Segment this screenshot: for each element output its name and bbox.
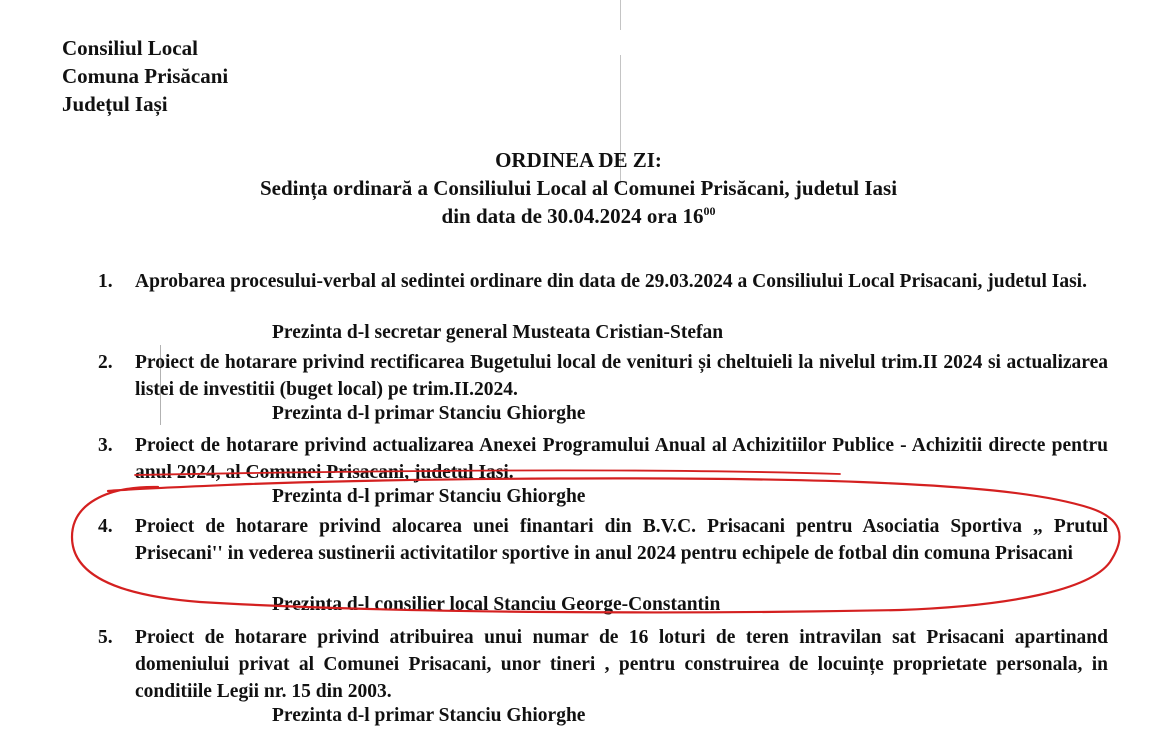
header-council: Consiliul Local (62, 36, 198, 60)
agenda-item-text: Proiect de hotarare privind rectificarea Bugetului local de venituri și cheltuieli la nivelul trim.II 2024 si actualizarea listei de investitii (buget local) pe trim.II.2024. (135, 352, 1108, 400)
strike-through-annotation (135, 470, 840, 475)
meeting-date-text: din data de 30.04.2024 ora 16 (441, 204, 704, 228)
agenda-item-presenter: Prezinta d-l primar Stanciu Ghiorghe (272, 705, 586, 726)
header-county: Județul Iași (62, 92, 168, 116)
agenda-item-presenter: Prezinta d-l primar Stanciu Ghiorghe (272, 403, 586, 424)
agenda-item-text: Proiect de hotarare privind actualizarea Anexei Programului Anual al Achizitiilor Publice - Achizitii directe pentru anul 2024, al Comunei Prisacani, judetul Iasi. (135, 435, 1108, 483)
agenda-item-presenter: Prezinta d-l primar Stanciu Ghiorghe (272, 486, 586, 507)
document-heading: ORDINEA DE ZI: (495, 148, 662, 172)
agenda-item-number: 1. (98, 271, 113, 292)
header-commune: Comuna Prisăcani (62, 64, 229, 88)
meeting-time-superscript: 00 (703, 204, 716, 218)
agenda-item-text: Proiect de hotarare privind alocarea unei finantari din B.V.C. Prisacani pentru Asociatia Sportiva „ Prutul Prisecani'' in vederea sustinerii activitatilor sportive in anul 2024 pentru echipele de fotbal din comuna Prisacani (135, 516, 1108, 564)
agenda-item-number: 5. (98, 627, 113, 648)
meeting-subtitle: Sedința ordinară a Consiliului Local al Comunei Prisăcani, judetul Iasi (259, 176, 898, 200)
agenda-item-number: 2. (98, 352, 113, 373)
agenda-item-number: 4. (98, 516, 113, 537)
agenda-item-presenter: Prezinta d-l consilier local Stanciu George-Constantin (272, 594, 721, 615)
agenda-item-text: Aprobarea procesului-verbal al sedintei ordinare din data de 29.03.2024 a Consiliului Local Prisacani, judetul Iasi. (135, 271, 1087, 292)
agenda-item-presenter: Prezinta d-l secretar general Musteata Cristian-Stefan (272, 322, 724, 343)
agenda-item-text: Proiect de hotarare privind atribuirea unui numar de 16 loturi de teren intravilan sat Prisacani apartinand domeniului privat al Comunei Prisacani, unor tineri , pentru construirea de locuințe proprietate personala, in conditiile Legii nr. 15 din 2003. (135, 627, 1108, 702)
agenda-item-number: 3. (98, 435, 113, 456)
hand-drawn-circle-annotation (72, 478, 1120, 612)
